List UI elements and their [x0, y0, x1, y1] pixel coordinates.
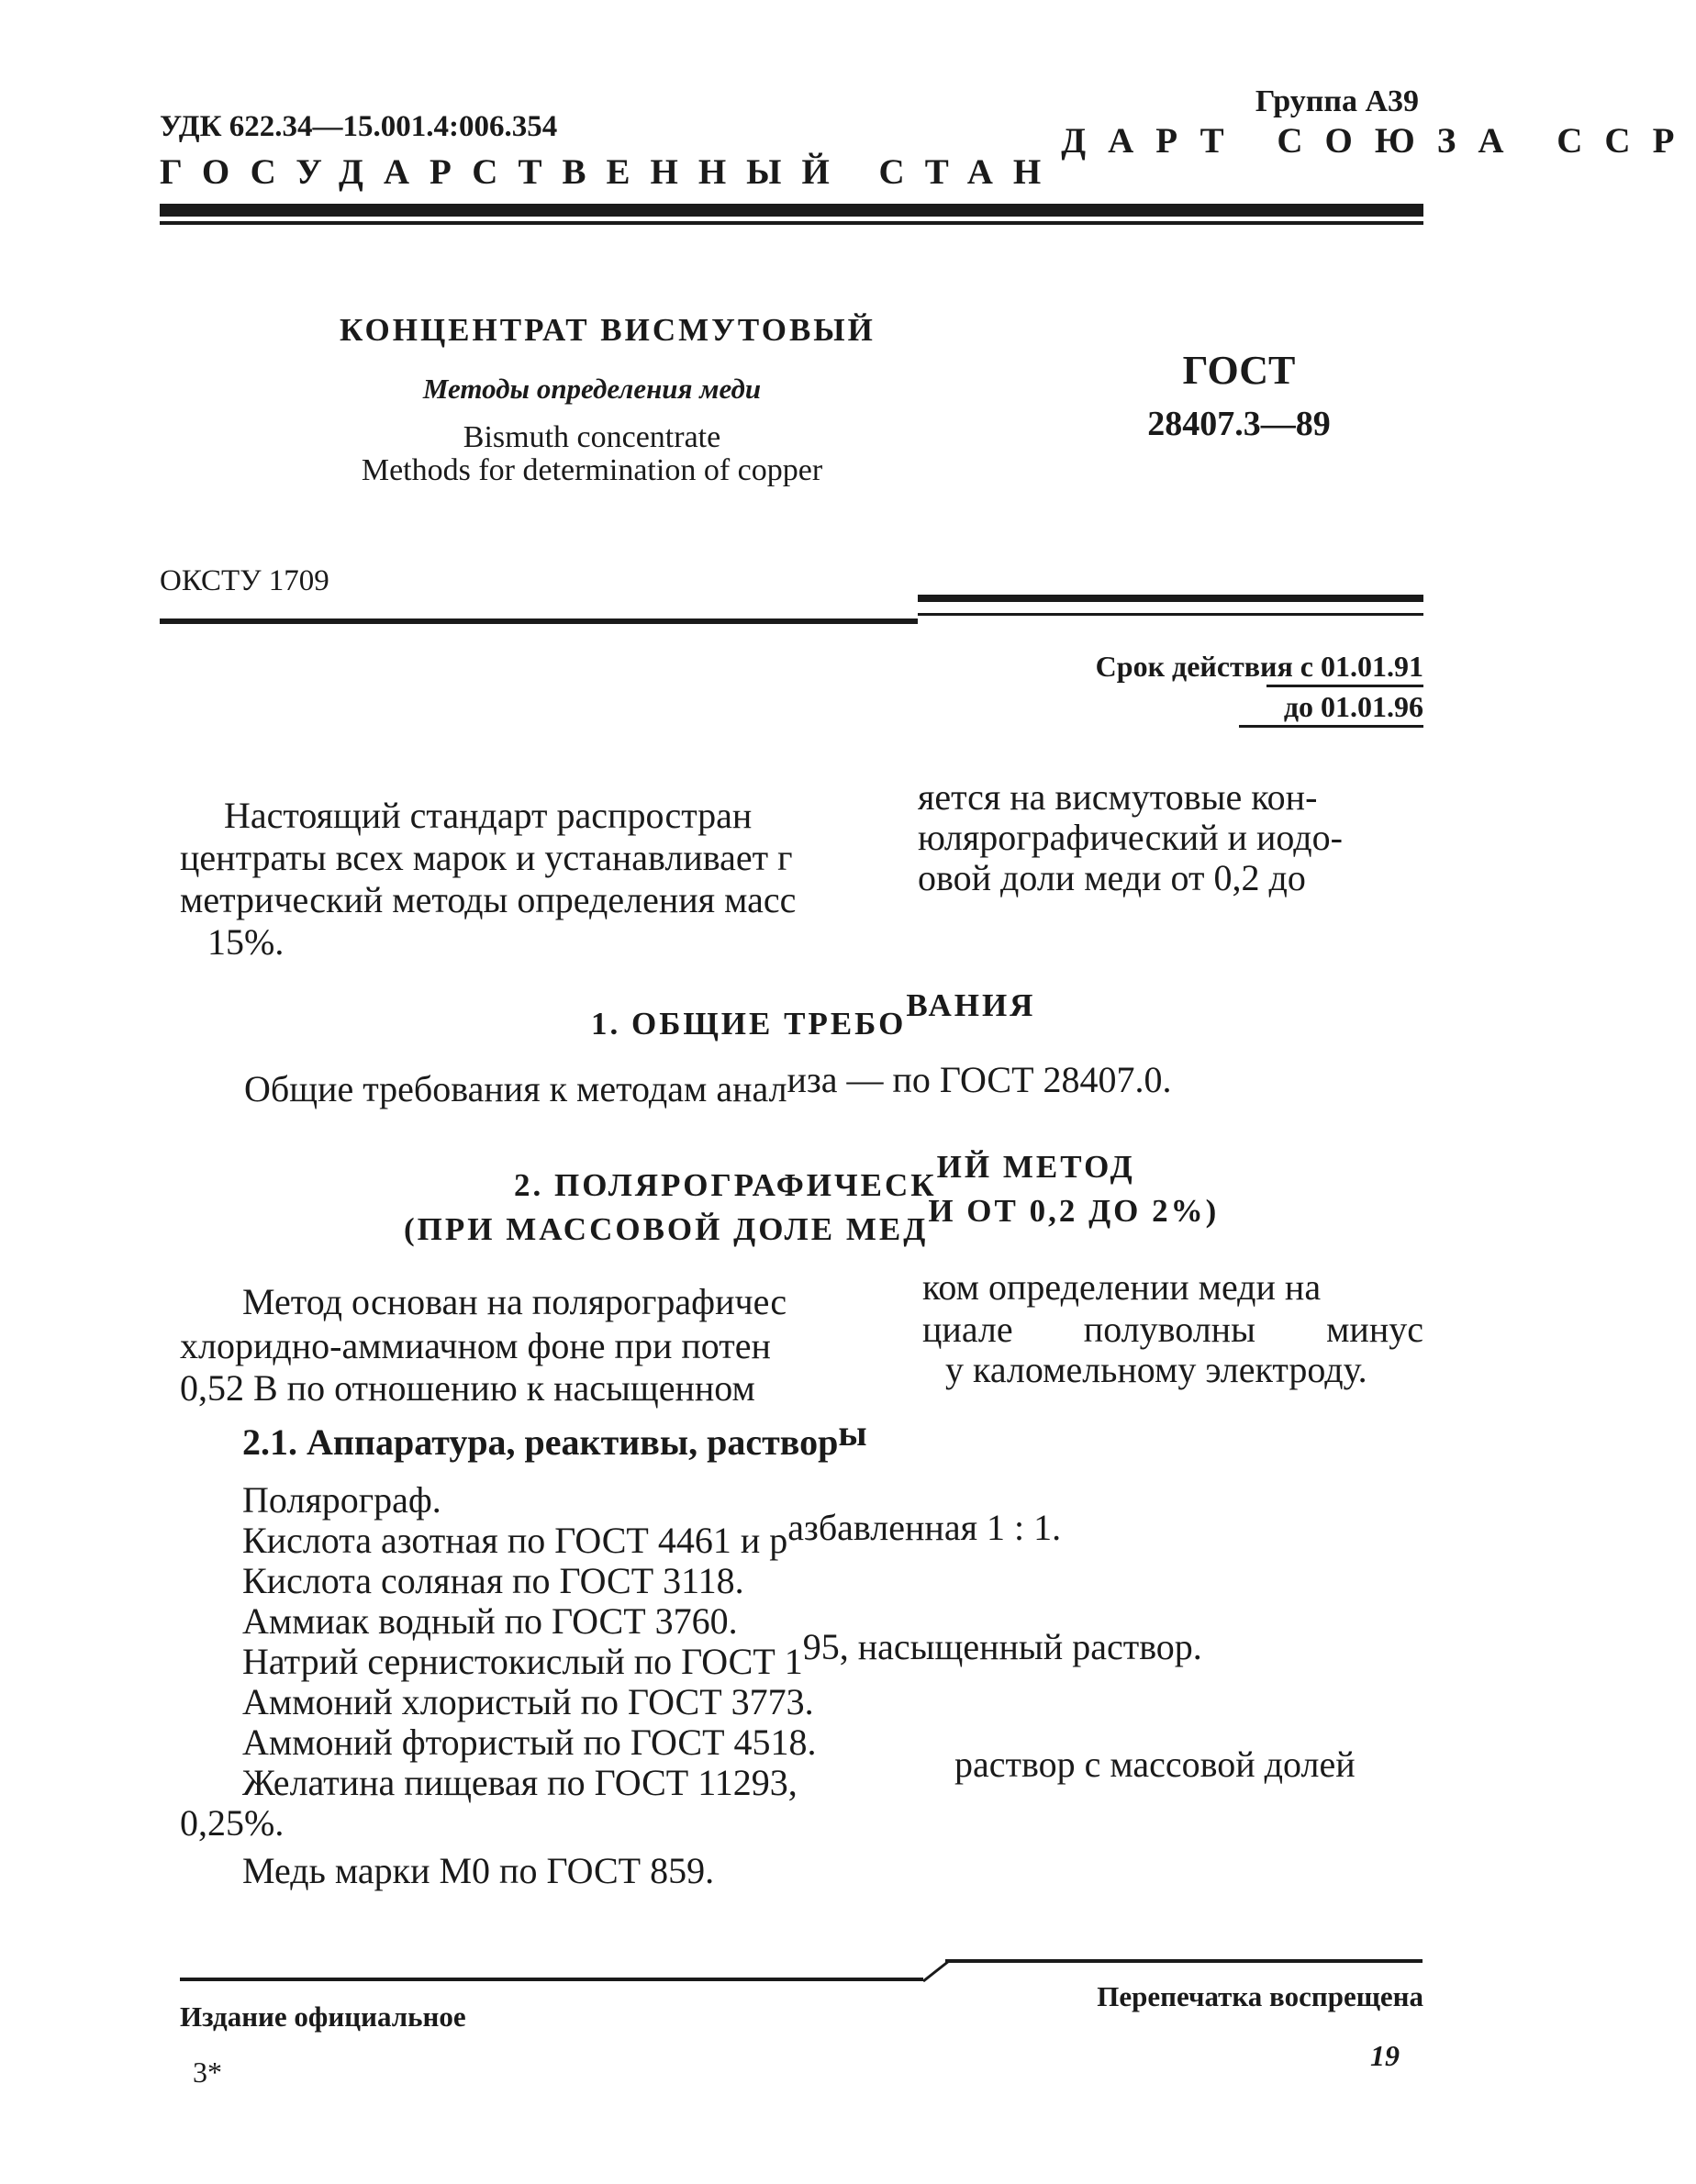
section-1-text-a: Общие требования к методам анал: [244, 1068, 787, 1109]
reagent-2: [242, 1507, 1062, 1562]
footer-rule-right: [945, 1959, 1423, 1963]
section-2-heading-1b: ИЙ МЕТОД: [936, 1149, 1135, 1185]
document-subtitle-ru: Методы определения меди: [422, 373, 762, 405]
section-1-heading-b: ВАНИЯ: [906, 987, 1036, 1023]
document-title: КОНЦЕНТРАТ ВИСМУТОВЫЙ: [340, 312, 876, 348]
reagent-9: Медь марки М0 по ГОСТ 859.: [242, 1850, 715, 1891]
reagent-8a: Желатина пищевая по ГОСТ 11293,: [242, 1762, 798, 1803]
reagent-8b: раствор с массовой долей: [954, 1744, 1356, 1785]
validity-underline-2: [1239, 725, 1423, 728]
subsection-2-1-a: 2.1. Аппаратура, реактивы, раствор: [242, 1421, 839, 1463]
intro-line-1a: Настоящий стандарт распростран: [224, 795, 753, 836]
validity-underline-1: [1266, 685, 1423, 687]
page-number: 19: [1370, 2039, 1400, 2072]
intro-line-2a: центраты всех марок и устанавливает г: [180, 837, 793, 878]
reagent-5b: 95, насыщенный раствор.: [802, 1626, 1202, 1667]
okstu-rule-right-thin: [918, 613, 1423, 616]
section-1-text: [244, 1059, 1172, 1110]
intro-line-3a: метрический методы определения масс: [180, 879, 797, 920]
document-title-en: Bismuth concentrate: [463, 420, 721, 454]
section-2-heading-1a: 2. ПОЛЯРОГРАФИЧЕСК: [514, 1167, 937, 1203]
section-2-p3a: 0,52 В по отношению к насыщенном: [180, 1367, 755, 1409]
reagent-1: Полярограф.: [242, 1479, 441, 1521]
section-2-heading-2b: И ОТ 0,2 ДО 2%): [928, 1193, 1220, 1229]
section-2-p3b: у каломельному электроду.: [945, 1349, 1367, 1390]
intro-line-4: 15%.: [207, 921, 285, 963]
subsection-2-1-b: ы: [838, 1412, 867, 1454]
section-1-heading-a: 1. ОБЩИЕ ТРЕБО: [591, 1006, 907, 1042]
validity-from: Срок действия с 01.01.91: [1095, 650, 1423, 683]
section-2-p1b: ком определении меди на: [922, 1266, 1322, 1308]
section-2-p2b: циале полуволны минус: [922, 1309, 1423, 1350]
gost-label: ГОСТ: [1182, 348, 1296, 393]
intro-line-3b: овой доли меди от 0,2 до: [918, 857, 1306, 898]
validity-to: до 01.01.96: [1283, 690, 1423, 723]
reagent-5a: Натрий сернистокислый по ГОСТ 1: [242, 1641, 803, 1682]
classification-group: Группа А39: [1255, 84, 1419, 118]
reagent-7: Аммоний фтористый по ГОСТ 4518.: [242, 1722, 817, 1763]
header-thin-rule: [160, 221, 1423, 225]
reprint-notice: Перепечатка воспрещена: [1097, 1980, 1423, 2012]
official-edition-label: Издание официальное: [180, 2000, 466, 2033]
section-2-p2a: хлоридно-аммиачном фоне при потен: [180, 1325, 771, 1366]
section-1-text-b: иза — по ГОСТ 28407.0.: [787, 1059, 1172, 1100]
reagent-5: [242, 1626, 1202, 1683]
intro-line-1b: яется на висмутовые кон-: [918, 776, 1318, 818]
section-2-heading-2a: (ПРИ МАССОВОЙ ДОЛЕ МЕД: [404, 1211, 929, 1247]
signature-mark: 3*: [193, 2056, 222, 2089]
okstu-rule-left: [160, 618, 918, 624]
section-2-heading-line-2: [404, 1193, 1220, 1248]
reagent-8c: 0,25%.: [180, 1802, 285, 1844]
footer-rule-left: [180, 1978, 923, 1981]
gost-number: 28407.3—89: [1147, 405, 1331, 443]
subsection-2-1-heading: [242, 1412, 867, 1464]
reagent-2a: Кислота азотная по ГОСТ 4461 и р: [242, 1520, 788, 1561]
section-2-p1a: Метод основан на полярографичес: [242, 1281, 787, 1322]
reagent-4: Аммиак водный по ГОСТ 3760.: [242, 1600, 738, 1642]
reagent-6: Аммоний хлористый по ГОСТ 3773.: [242, 1681, 814, 1722]
okstu-code: ОКСТУ 1709: [160, 564, 329, 597]
udk-code: УДК 622.34—15.001.4:006.354: [160, 110, 558, 143]
state-standard-left: ГОСУДАРСТВЕННЫЙ СТАН: [160, 152, 1062, 192]
state-standard-right: ДАРТ СОЮЗА ССР: [1061, 121, 1696, 161]
reagent-2b: азбавленная 1 : 1.: [787, 1507, 1062, 1548]
header-thick-rule: [160, 204, 1423, 217]
intro-line-2b: юлярографический и иодо-: [918, 817, 1343, 858]
okstu-rule-right-thick: [918, 595, 1423, 602]
section-1-heading: [591, 987, 1036, 1042]
reagent-3: Кислота соляная по ГОСТ 3118.: [242, 1560, 744, 1601]
document-subtitle-en: Methods for determination of copper: [361, 453, 823, 487]
